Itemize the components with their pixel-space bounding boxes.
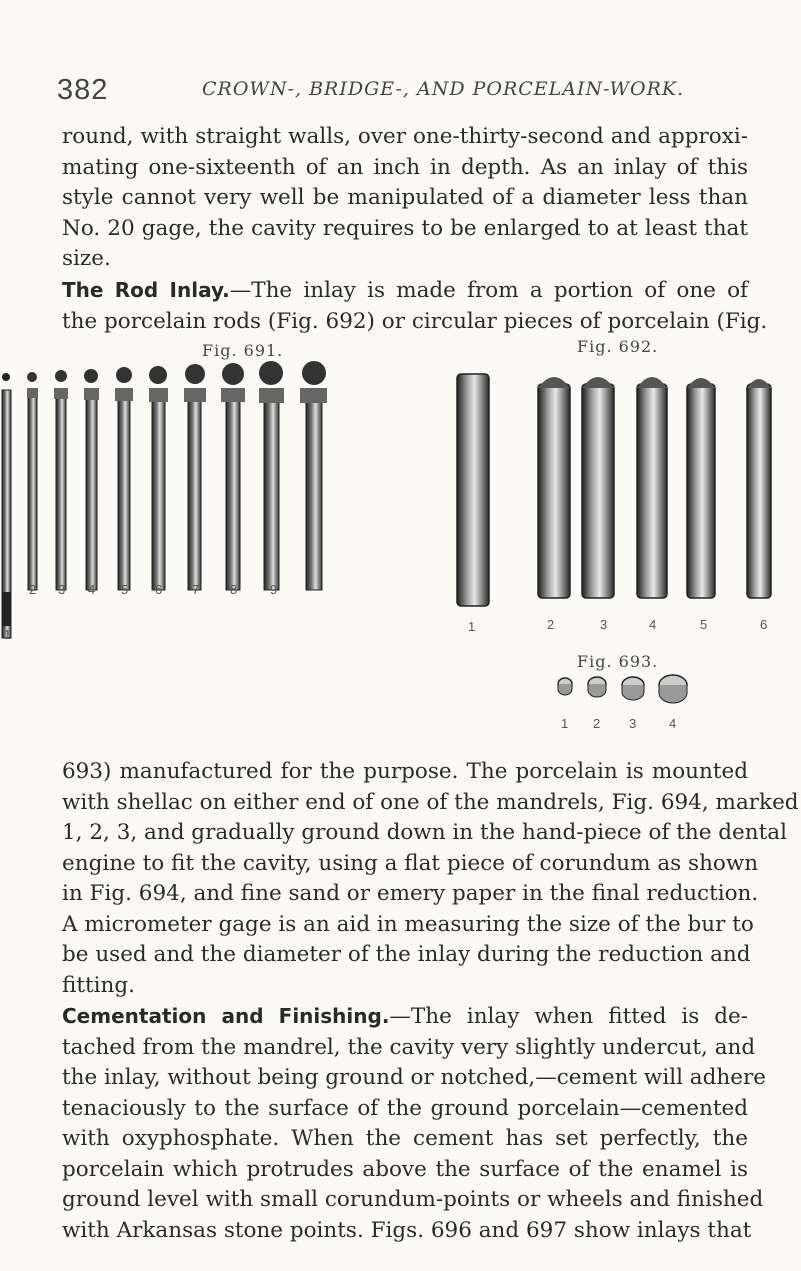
figure-693-porcelain-pieces — [555, 670, 705, 710]
figure-label: 6 — [155, 582, 163, 597]
figure-label: 2 — [29, 582, 37, 597]
porcelain-disc — [659, 675, 687, 703]
porcelain-rod — [637, 377, 667, 598]
mandrel-rod — [84, 369, 99, 590]
mandrel-rod — [221, 363, 245, 590]
porcelain-rod — [747, 379, 771, 598]
figure-label: 4 — [649, 617, 657, 632]
text-line: No. 20 gage, the cavity requires to be enlarged to at least that — [62, 215, 748, 241]
text-line: size. — [62, 246, 111, 271]
section-heading-rod-inlay: The Rod Inlay. — [62, 278, 230, 302]
paragraph-rod-inlay — [62, 275, 768, 337]
figure-label: 1 — [561, 716, 569, 731]
text-line: tached from the mandrel, the cavity very slightly undercut, and — [62, 1034, 756, 1060]
mandrel-rod — [184, 364, 206, 590]
mandrel-rod — [259, 361, 284, 590]
figure-label: 2 — [593, 716, 601, 731]
figure-692-porcelain-rods — [430, 362, 800, 622]
text-line: round, with straight walls, over one-thirty-second and approxi- — [62, 124, 748, 149]
text-line: tenaciously to the surface of the ground porcelain—cemented — [62, 1095, 748, 1121]
porcelain-disc — [588, 677, 606, 697]
page-number: 382 — [57, 74, 109, 106]
figure-label: 6 — [760, 617, 768, 632]
text-line: ground level with small corundum-points or wheels and finished — [62, 1187, 764, 1212]
figure-label: 2 — [547, 617, 555, 632]
mandrel-rod — [149, 366, 168, 590]
porcelain-rod — [457, 374, 489, 606]
text-line: fitting. — [62, 972, 135, 998]
figure-label: 9 — [270, 582, 278, 597]
text-line — [62, 1001, 748, 1033]
figure-label: 4 — [88, 582, 96, 597]
figure-label: 5 — [121, 582, 129, 597]
text-line: in Fig. 694, and fine sand or emery paper in the final reduction. — [62, 881, 759, 906]
text-line: mating one-sixteenth of an inch in depth. As an inlay of this — [62, 154, 748, 180]
text-line: be used and the diameter of the inlay during the reduction and — [62, 942, 751, 967]
paragraph-mounting — [62, 757, 799, 1001]
mandrel-rod — [300, 361, 327, 590]
figure-label: 7 — [192, 582, 200, 597]
text-line: A micrometer gage is an aid in measuring the size of the bur to — [62, 911, 754, 937]
text-line: style cannot very well be manipulated of a diameter less than — [62, 185, 748, 210]
porcelain-rod — [687, 378, 715, 598]
text-line: with oxyphosphate. When the cement has set perfectly, the — [62, 1126, 748, 1151]
text-line: with Arkansas stone points. Figs. 696 and 697 show inlays that — [62, 1217, 752, 1243]
text-line: the porcelain rods (Fig. 692) or circular pieces of porcelain (Fig. — [62, 308, 768, 334]
paragraph-cementation — [62, 1001, 766, 1246]
figure-label: 5 — [700, 617, 708, 632]
figure-label: 8 — [230, 582, 238, 597]
text-line — [62, 275, 748, 307]
figure-caption-693: Fig. 693. — [577, 652, 659, 671]
paragraph-intro — [62, 122, 748, 275]
running-title: CROWN-, BRIDGE-, AND PORCELAIN-WORK. — [202, 78, 685, 100]
figure-label: 4 — [669, 716, 677, 731]
figure-label: 3 — [58, 582, 66, 597]
figure-label: 3 — [629, 716, 637, 731]
porcelain-rod — [582, 377, 614, 598]
page-header — [0, 74, 801, 108]
mandrel-rod — [54, 370, 68, 590]
section-heading-cementation: Cementation and Finishing. — [62, 1004, 390, 1028]
text-line: 693) manufactured for the purpose. The porcelain is mounted — [62, 759, 748, 784]
figure-caption-691: Fig. 691. — [202, 341, 284, 360]
mandrel-rod — [2, 373, 11, 638]
porcelain-disc — [622, 677, 644, 700]
mandrel-rod — [27, 372, 38, 590]
text-line: engine to fit the cavity, using a flat piece of corundum as shown — [62, 850, 759, 876]
text-run: —The inlay when fitted is de- — [389, 1004, 749, 1029]
text-line: the inlay, without being ground or notched,—cement will adhere — [62, 1065, 766, 1090]
text-run: —The inlay is made from a portion of one of — [229, 278, 748, 303]
porcelain-disc — [558, 678, 572, 695]
text-line: porcelain which protrudes above the surface of the enamel is — [62, 1156, 748, 1182]
mandrel-rod — [115, 367, 133, 590]
figure-label: 1 — [468, 619, 476, 634]
figure-label: 3 — [600, 617, 608, 632]
text-line: 1, 2, 3, and gradually ground down in the hand-piece of the dental — [62, 820, 787, 845]
figure-label: 1 — [4, 627, 12, 642]
figure-caption-692: Fig. 692. — [577, 337, 659, 356]
figure-691-mandrels — [0, 360, 360, 670]
porcelain-rod — [538, 377, 570, 598]
text-line: with shellac on either end of one of the mandrels, Fig. 694, marked — [62, 789, 799, 815]
